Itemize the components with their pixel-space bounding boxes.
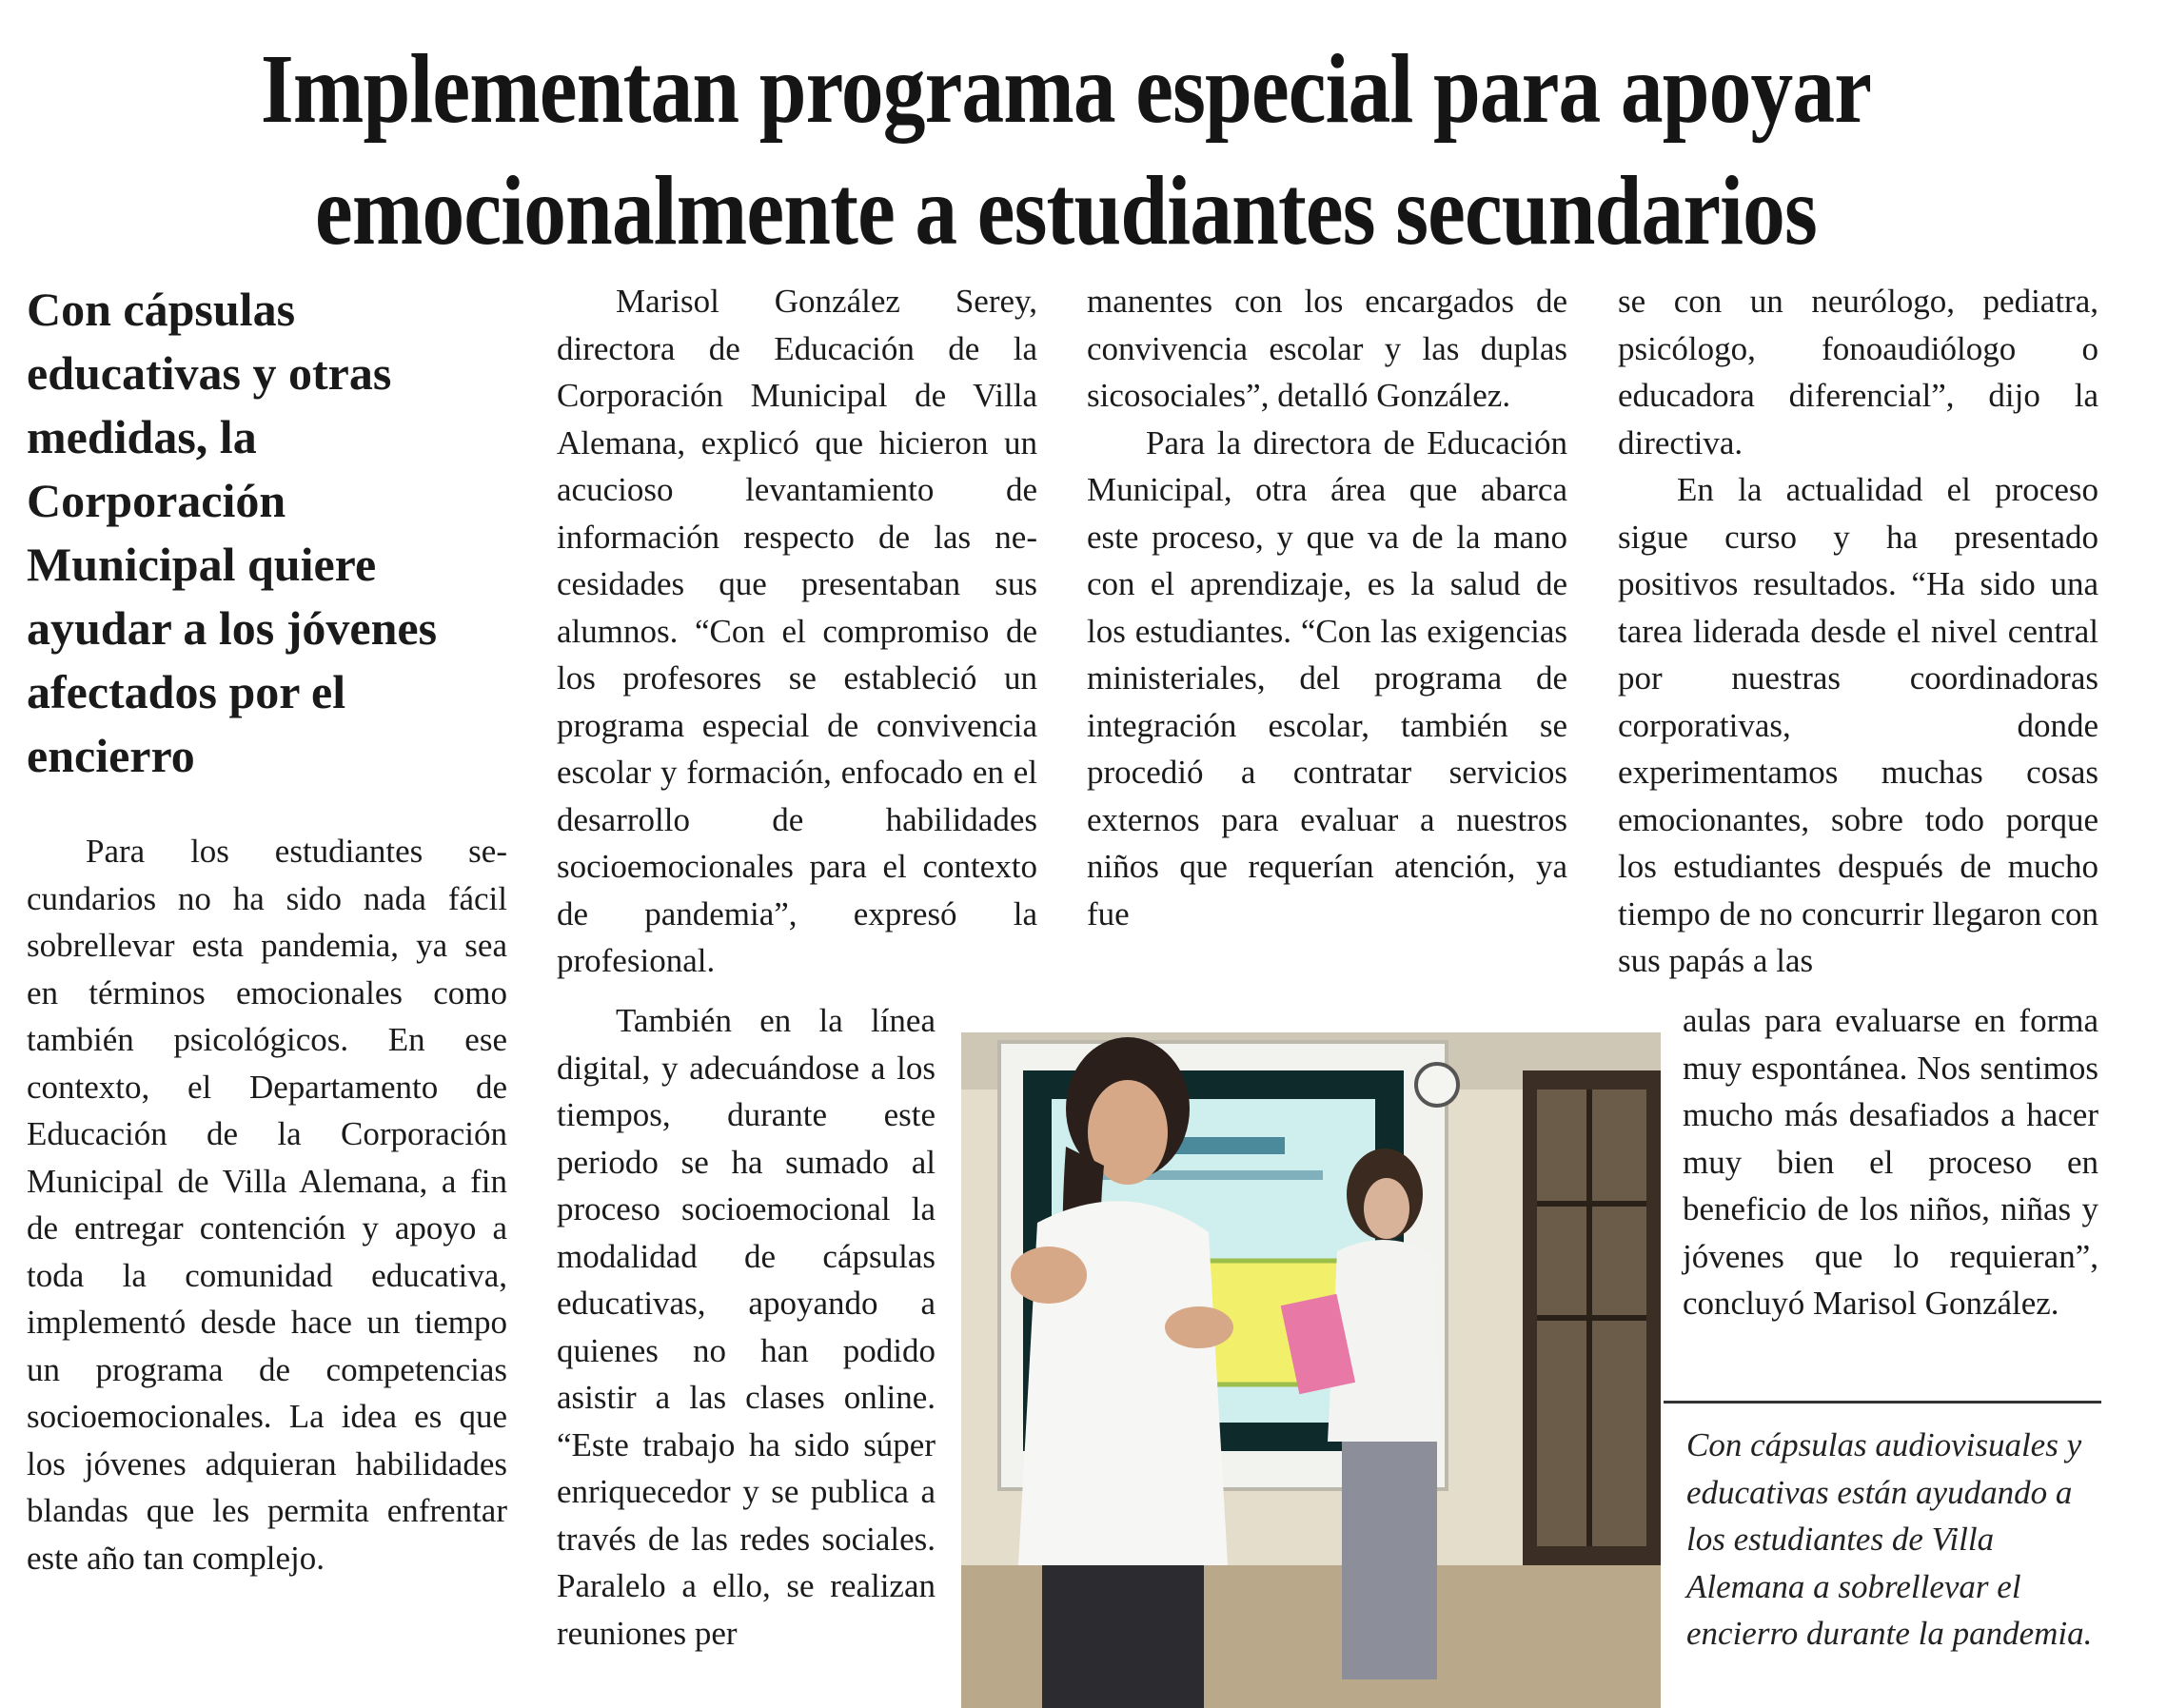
subheadline: Con cápsulas educativas y otras medidas, la Corporación Municipal quiere ayudar a los jóvenes afectados por el encierro	[27, 283, 438, 782]
paragraph-continued: se con un neurólogo, pediatra, psicólogo, fonoaudiólogo o educadora diferencial”, dijo la directiva.	[1618, 283, 2098, 461]
column-4-top	[1618, 278, 2098, 985]
paragraph: También en la línea digital, y adecuándose a los tiempos, durante este periodo se ha sumado al proceso socioemocional la modalidad de cápsulas educativas, apoyando a quienes no han podido asistir a las clases online. “Este trabajo ha sido súper enriquecedor y se publica a través de las redes sociales. Paralelo a ello, se realizan reuniones per	[557, 1002, 936, 1652]
column-4-bottom	[1683, 997, 2098, 1327]
headline	[247, 29, 1884, 272]
paragraph: Marisol González Serey, directora de Educación de la Corporación Municipal de Villa Alemana, explicó que hicieron un acucioso levantamiento de información respecto de las necesidades que presentaban sus alumnos. “Con el compromiso de los profesores se estableció un programa especial de convivencia escolar y formación, enfocado en el desarrollo de habilidades socioemocionales para el contexto de pandemia”, expresó la profesional.	[557, 283, 1037, 979]
column-2-top	[557, 278, 1037, 985]
headline-line-2: emocionalmente a estudiantes secundarios	[315, 156, 1817, 265]
classroom-photo	[961, 1032, 1661, 1708]
column-3	[1087, 278, 1567, 937]
paragraph: Para los estudiantes secundarios no ha sido nada fácil sobrellevar esta pandemia, ya sea en términos emocionales como también psicológicos. En ese contexto, el Departamento de Educación de la Corporación Municipal de Villa Alemana, a fin de entregar contención y apoyo a toda la comunidad educativa, implementó desde hace un tiempo un programa de competencias socioemocionales. La idea es que los jóvenes adquieran habilidades blandas que les permita enfrentar este año tan complejo.	[27, 833, 507, 1577]
column-2-bottom	[557, 997, 936, 1657]
headline-line-1: Implementan programa especial para apoyar	[260, 34, 1872, 144]
photo-illustration	[961, 1032, 1661, 1708]
paragraph-continued: aulas para evaluarse en forma muy espontánea. Nos sentimos mucho más desafiados a hacer muy bien el proceso en beneficio de los niños, niñas y jóvenes que lo requieran”, concluyó Marisol González.	[1683, 1002, 2098, 1322]
paragraph: En la actualidad el proceso sigue curso y ha presentado positivos resultados. “Ha sido una tarea liderada desde el nivel central por nuestras coordinadoras corporativas, donde experimentamos muchas cosas emocionantes, sobre todo porque los estudiantes después de mucho tiempo de no concurrir llegaron con sus papás a las	[1618, 471, 2098, 979]
photo-caption: Con cápsulas audiovisuales y educativas están ayudando a los estudiantes de Villa Alemana a sobrellevar el encierro durante la pandemia.	[1686, 1426, 2093, 1652]
paragraph-continued: manentes con los encargados de convivencia escolar y las duplas sicosociales”, detalló González.	[1087, 283, 1567, 414]
paragraph: Para la directora de Educación Municipal, otra área que abarca este proceso, y que va de la mano con el aprendizaje, es la salud de los estudiantes. “Con las exigencias ministeriales, del programa de integración escolar, también se procedió a contratar servicios externos para evaluar a nuestros niños que requerían atención, ya fue	[1087, 423, 1567, 933]
caption-divider	[1664, 1401, 2101, 1404]
column-1	[27, 828, 507, 1581]
